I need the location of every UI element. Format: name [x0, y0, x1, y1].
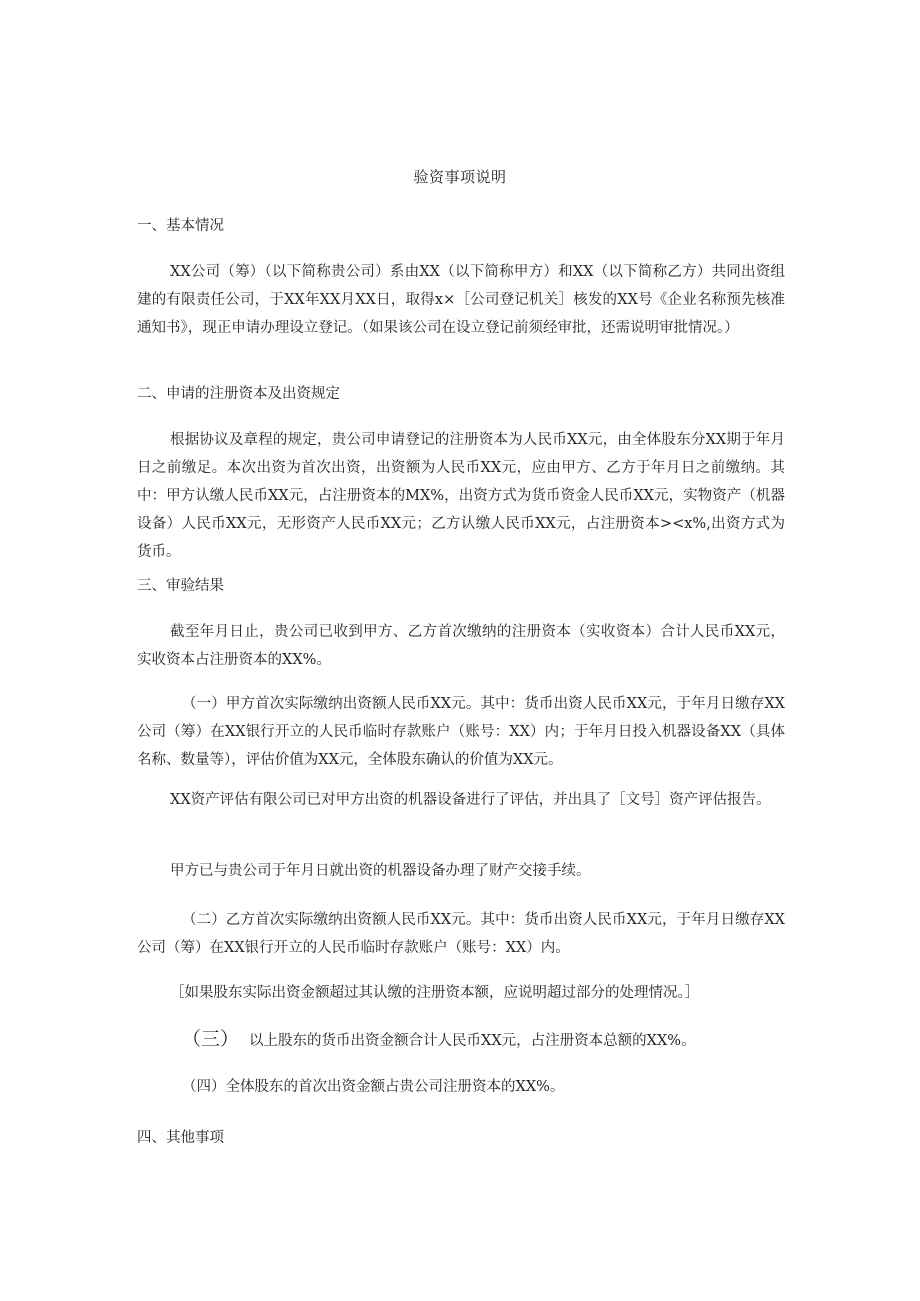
item-number-three: （三） — [182, 1028, 240, 1050]
paragraph-excess-contribution-note: ［如果股东实际出资金额超过其认缴的注册资本额，应说明超过部分的处理情况。］ — [170, 985, 700, 1001]
paragraph-registered-capital: 根据协议及章程的规定，贵公司申请登记的注册资本为人民币XX元，由全体股东分XX期于年月日之前缴足。本次出资为首次出资，出资额为人民币XX元，应由甲方、乙方于年月日之前缴纳。其中：甲方认缴人民币XX元，占注册资本的MX%，出资方式为货币资金人民币XX元，实物资产（机器设备）人民币XX元，无形资产人民币XX元；乙方认缴人民币XX元，占注册资本><x%,出资方式为货币。 — [137, 432, 785, 560]
section-heading-verification-result: 三、审验结果 — [137, 578, 224, 594]
paragraph-asset-appraisal: XX资产评估有限公司已对甲方出资的机器设备进行了评估，并出具了［文号］资产评估报告。 — [170, 792, 771, 808]
paragraph-first-contribution-ratio: （四）全体股东的首次出资金额占贵公司注册资本的XX%。 — [182, 1079, 565, 1095]
paragraph-party-b-contribution: （二）乙方首次实际缴纳出资额人民币XX元。其中：货币出资人民币XX元，于年月日缴存XX公司（筹）在XX银行开立的人民币临时存款账户（账号：XX）内。 — [137, 912, 785, 956]
section-heading-other-matters: 四、其他事项 — [137, 1130, 224, 1146]
paragraph-basic-info: XX公司（筹）（以下简称贵公司）系由XX（以下简称甲方）和XX（以下简称乙方）共同出资组建的有限责任公司，于XX年XX月XX日，取得x×［公司登记机关］核发的XX号《企业名称预先核准通知书》，现正申请办理设立登记。（如果该公司在设立登记前须经审批，还需说明审批情况。） — [137, 264, 785, 336]
section-heading-registered-capital: 二、申请的注册资本及出资规定 — [137, 386, 340, 402]
paragraph-party-a-contribution: （一）甲方首次实际缴纳出资额人民币XX元。其中：货币出资人民币XX元，于年月日缴存XX公司（筹）在XX银行开立的人民币临时存款账户（账号：XX）内；于年月日投入机器设备XX（具体名称、数量等），评估价值为XX元，全体股东确认的价值为XX元。 — [137, 696, 785, 768]
document-title: 验资事项说明 — [413, 168, 507, 186]
section-heading-basic-info: 一、基本情况 — [137, 218, 224, 234]
total-cash-contribution-text: 以上股东的货币出资金额合计人民币XX元，占注册资本总额的XX%。 — [249, 1033, 696, 1049]
paragraph-property-handover: 甲方已与贵公司于年月日就出资的机器设备办理了财产交接手续。 — [170, 863, 591, 879]
paragraph-total-cash-contribution — [182, 1027, 696, 1053]
paragraph-verification-summary: 截至年月日止，贵公司已收到甲方、乙方首次缴纳的注册资本（实收资本）合计人民币XX元，实收资本占注册资本的XX%。 — [137, 624, 785, 668]
